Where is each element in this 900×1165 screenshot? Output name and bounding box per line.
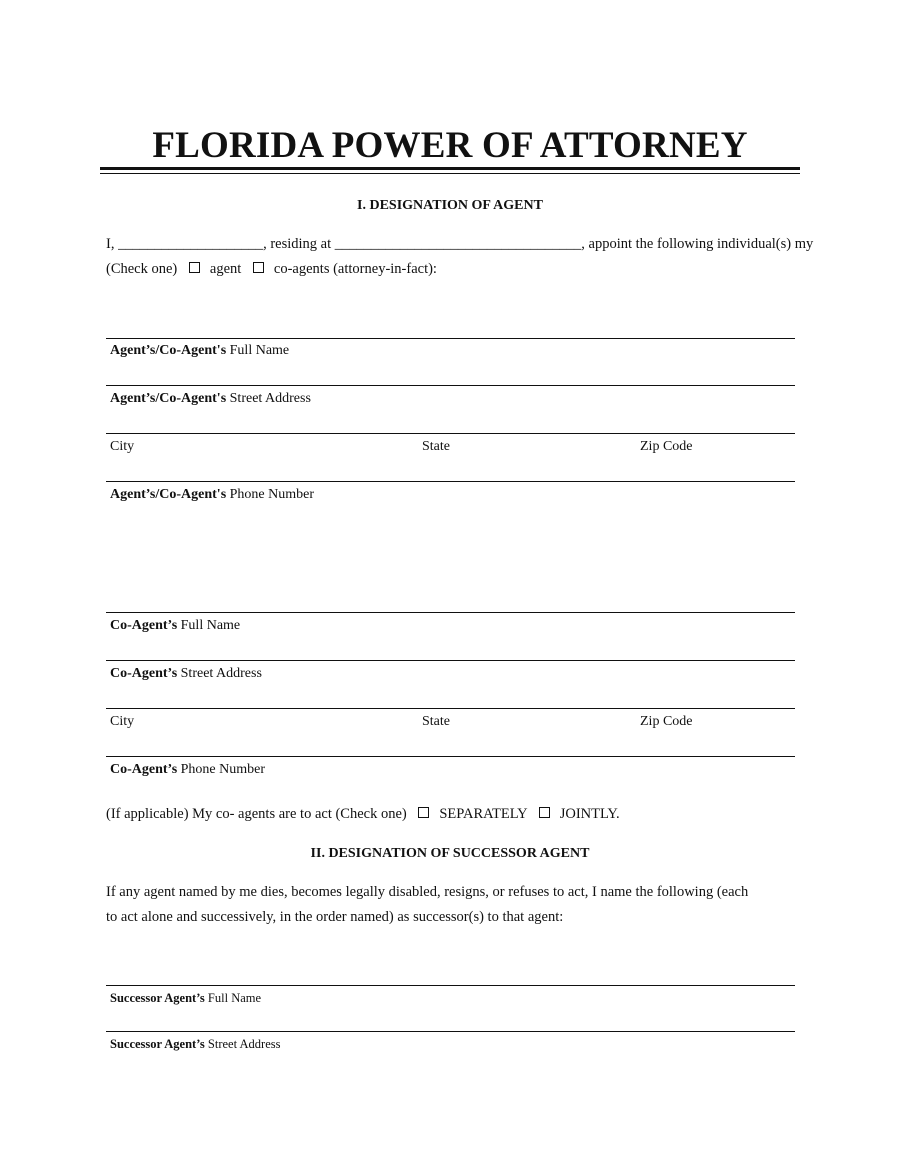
document-title: FLORIDA POWER OF ATTORNEY bbox=[152, 125, 748, 166]
successor-paragraph-line-1: If any agent named by me dies, becomes legally disabled, resigns, or refuses to act, I name the following (each bbox=[106, 884, 749, 900]
successor-paragraph-line-2: to act alone and successively, in the order named) as successor(s) to that agent: bbox=[106, 909, 564, 925]
successor-full-name-line[interactable] bbox=[106, 985, 795, 986]
check-one-label: (Check one) bbox=[106, 261, 178, 277]
agent-full-name-label: Agent’s/Co-Agent's Full Name bbox=[110, 343, 290, 358]
coagent-full-name-label: Co-Agent’s Full Name bbox=[110, 618, 241, 633]
co-agents-act-line bbox=[106, 802, 806, 827]
coagent-city-label: City bbox=[110, 714, 135, 729]
agent-phone-label: Agent’s/Co-Agent's Phone Number bbox=[110, 487, 315, 502]
agent-phone-line[interactable] bbox=[106, 481, 795, 482]
successor-street-address-line[interactable] bbox=[106, 1031, 795, 1032]
coagent-street-address-line[interactable] bbox=[106, 660, 795, 661]
principal-middle: , residing at bbox=[263, 236, 335, 252]
agent-option-label: agent bbox=[209, 261, 242, 277]
co-agents-option-label: co-agents (attorney-in-fact): bbox=[273, 261, 437, 277]
agent-city-label: City bbox=[110, 439, 135, 454]
agent-city-state-zip-line[interactable] bbox=[106, 433, 795, 434]
jointly-option-label: JOINTLY. bbox=[559, 806, 620, 822]
coagent-state-label: State bbox=[422, 714, 450, 729]
agent-type-line bbox=[106, 257, 806, 282]
coagent-phone-label: Co-Agent’s Phone Number bbox=[110, 762, 266, 777]
section-heading-successor-agent: II. DESIGNATION OF SUCCESSOR AGENT bbox=[310, 846, 590, 861]
coagent-full-name-line[interactable] bbox=[106, 612, 795, 613]
coagent-phone-line[interactable] bbox=[106, 756, 795, 757]
principal-prefix: I, bbox=[106, 236, 119, 252]
section-heading-designation-of-agent: I. DESIGNATION OF AGENT bbox=[357, 198, 543, 213]
agent-checkbox[interactable] bbox=[189, 262, 200, 273]
agent-state-label: State bbox=[422, 439, 450, 454]
successor-street-address-label: Successor Agent’s Street Address bbox=[110, 1037, 281, 1051]
agent-full-name-line[interactable] bbox=[106, 338, 795, 339]
title-rule-thin bbox=[100, 173, 800, 174]
coagent-street-address-label: Co-Agent’s Street Address bbox=[110, 666, 262, 681]
coagent-city-state-zip-line[interactable] bbox=[106, 708, 795, 709]
coagent-zip-label: Zip Code bbox=[640, 714, 693, 729]
jointly-checkbox[interactable] bbox=[539, 807, 550, 818]
separately-option-label: SEPARATELY bbox=[439, 806, 528, 822]
agent-street-address-label: Agent’s/Co-Agent's Street Address bbox=[110, 391, 311, 406]
principal-name-blank[interactable]: ____________________ bbox=[118, 236, 264, 252]
title-rule-thick bbox=[100, 167, 800, 170]
successor-full-name-label: Successor Agent’s Full Name bbox=[110, 991, 262, 1005]
agent-street-address-line[interactable] bbox=[106, 385, 795, 386]
agent-zip-label: Zip Code bbox=[640, 439, 693, 454]
co-agents-act-text: (If applicable) My co- agents are to act (Check one) bbox=[106, 806, 407, 822]
principal-suffix: , appoint the following individual(s) my bbox=[581, 236, 814, 252]
separately-checkbox[interactable] bbox=[418, 807, 429, 818]
co-agents-checkbox[interactable] bbox=[253, 262, 264, 273]
principal-address-blank[interactable]: __________________________________ bbox=[334, 236, 582, 252]
principal-statement-line bbox=[106, 232, 814, 257]
